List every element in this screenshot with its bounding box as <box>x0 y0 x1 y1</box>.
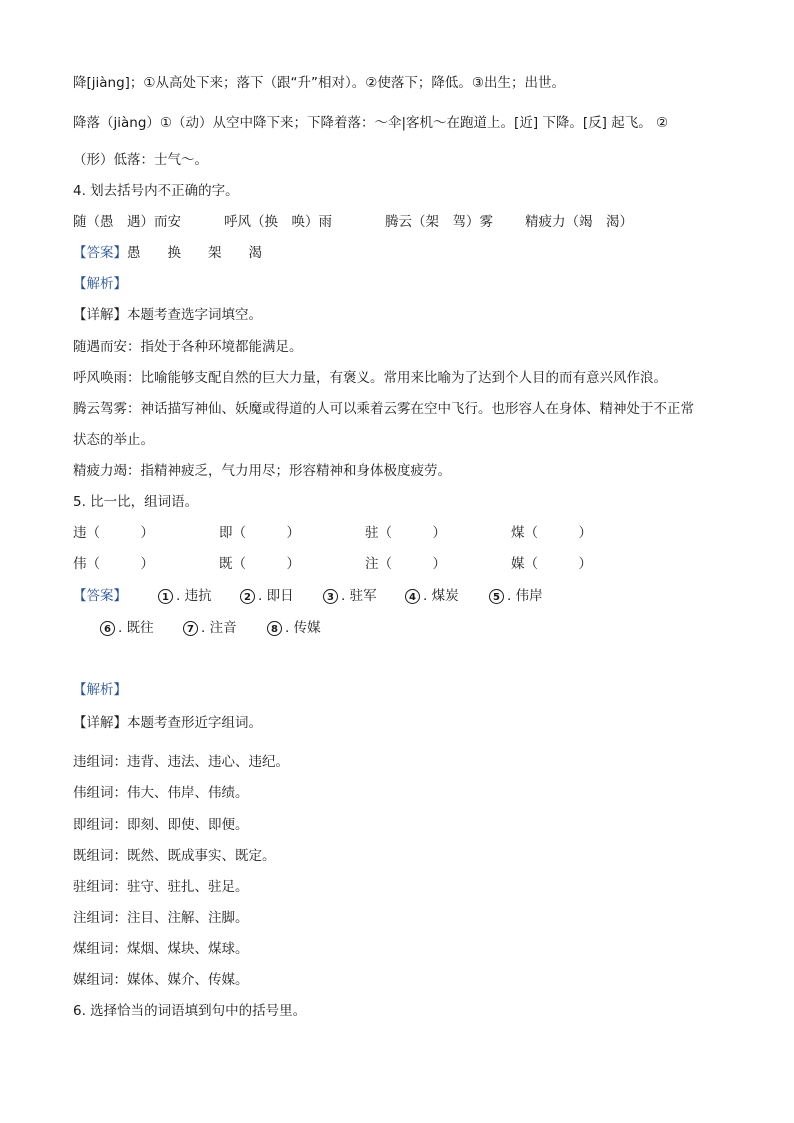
q5-explanation-2: 伟组词：伟大、伟岸、伟绩。 <box>73 785 249 801</box>
circled-number: 5 <box>489 589 504 604</box>
circled-number: 4 <box>405 589 420 604</box>
q5-analysis-tag: 【解析】 <box>73 682 127 698</box>
q5-row1-item-1: 违（ ） <box>73 525 154 541</box>
q5-answer-2 <box>240 586 294 606</box>
q4-item-3: 腾云（架 驾）雾 <box>385 214 493 230</box>
q5-explanation-5: 驻组词：驻守、驻扎、驻足。 <box>73 879 249 895</box>
q5-explanation-7: 煤组词：煤烟、煤块、煤球。 <box>73 941 249 957</box>
q5-answer-5 <box>489 586 543 606</box>
question-5-title: 5. 比一比，组词语。 <box>73 494 199 510</box>
definition-jiangluo-line2: （形）低落：士气～。 <box>73 152 208 168</box>
q5-row2-item-2: 既（ ） <box>219 556 300 572</box>
q5-explanation-4: 既组词：既然、既成事实、既定。 <box>73 848 276 864</box>
q5-answer-7 <box>183 618 237 638</box>
q5-explanation-1: 违组词：违背、违法、违心、违纪。 <box>73 754 289 770</box>
q5-detail-row <box>73 713 262 733</box>
question-6-title: 6. 选择恰当的词语填到句中的括号里。 <box>73 1003 307 1019</box>
answer-text: . 伟岸 <box>507 588 543 604</box>
q5-row2-item-3: 注（ ） <box>365 556 446 572</box>
q5-answer-4 <box>405 586 459 606</box>
q4-detail-row <box>73 305 262 325</box>
q4-item-2: 呼风（换 唤）雨 <box>224 214 332 230</box>
answer-tag: 【答案】 <box>73 245 127 261</box>
detail-tag: 【详解】 <box>73 307 127 323</box>
answer-text: . 即日 <box>258 588 294 604</box>
q4-analysis-tag: 【解析】 <box>73 276 127 292</box>
q5-row1-item-2: 即（ ） <box>219 525 300 541</box>
q5-explanation-3: 即组词：即刻、即使、即便。 <box>73 817 249 833</box>
circled-number: 3 <box>323 589 338 604</box>
answer-text: . 传媒 <box>285 620 321 636</box>
answer-text: . 注音 <box>201 620 237 636</box>
circled-number: 7 <box>183 621 198 636</box>
q4-explanation-2: 呼风唤雨：比喻能够支配自然的巨大力量，有褒义。常用来比喻为了达到个人目的而有意兴风作浪。 <box>73 370 667 386</box>
answer-text: . 既往 <box>118 620 154 636</box>
q4-explanation-1: 随遇而安：指处于各种环境都能满足。 <box>73 339 303 355</box>
circled-number: 1 <box>158 589 173 604</box>
answer-text: . 违抗 <box>176 588 212 604</box>
question-4-title: 4. 划去括号内不正确的字。 <box>73 183 239 199</box>
detail-tag: 【详解】 <box>73 715 127 731</box>
q4-explanation-4: 状态的举止。 <box>73 432 154 448</box>
q5-answer-tag: 【答案】 <box>73 588 127 604</box>
q4-detail-text: 本题考查选字词填空。 <box>127 307 262 323</box>
q4-answer-row <box>73 243 262 263</box>
q5-detail-text: 本题考查形近字组词。 <box>127 715 262 731</box>
q5-answer-8 <box>267 618 321 638</box>
q4-explanation-3: 腾云驾雾：神话描写神仙、妖魔或得道的人可以乘着云雾在空中飞行。也形容人在身体、精神处于不正常 <box>73 401 694 417</box>
q4-explanation-5: 精疲力竭：指精神疲乏，气力用尽；形容精神和身体极度疲劳。 <box>73 463 451 479</box>
definition-jiangluo-line1: 降落（jiàng）①（动）从空中降下来；下降着落：～伞|客机～在跑道上。[近] 下降。[反] 起飞。 ② <box>73 115 669 131</box>
q5-answer-6 <box>100 618 154 638</box>
definition-jiang: 降[jiàng]；①从高处下来；落下（跟“升”相对）。②使落下；降低。③出生；出世。 <box>73 75 565 91</box>
q5-explanation-6: 注组词：注目、注解、注脚。 <box>73 910 249 926</box>
q5-answer-1 <box>158 586 212 606</box>
q5-row2-item-1: 伟（ ） <box>73 556 154 572</box>
q5-row2-item-4: 媒（ ） <box>511 556 592 572</box>
q4-item-4: 精疲力（竭 渴） <box>525 214 633 230</box>
q5-row1-item-3: 驻（ ） <box>365 525 446 541</box>
q4-item-1: 随（愚 遇）而安 <box>73 214 181 230</box>
answer-text: . 煤炭 <box>423 588 459 604</box>
circled-number: 6 <box>100 621 115 636</box>
answer-text: . 驻军 <box>341 588 377 604</box>
circled-number: 8 <box>267 621 282 636</box>
q5-row1-item-4: 煤（ ） <box>511 525 592 541</box>
q5-answer-3 <box>323 586 377 606</box>
q4-answer-text: 愚 换 架 渴 <box>127 245 262 261</box>
circled-number: 2 <box>240 589 255 604</box>
q5-explanation-8: 媒组词：媒体、媒介、传媒。 <box>73 972 249 988</box>
